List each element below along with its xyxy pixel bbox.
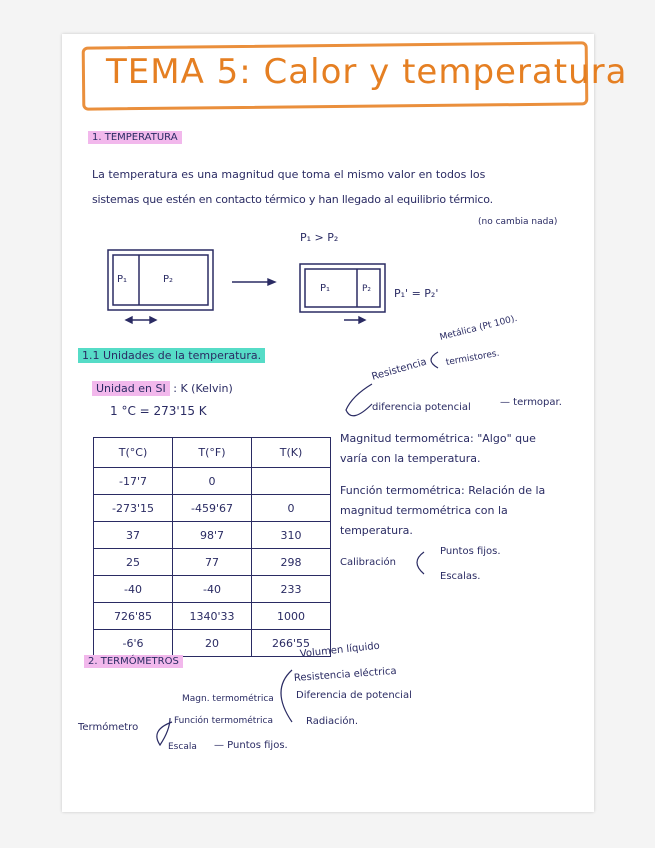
definition-line-2: sistemas que estén en contacto térmico y han llegado al equilibrio térmico. — [92, 193, 493, 206]
branch-magnitud: Magn. termométrica — [182, 694, 274, 704]
table-cell: -40 — [94, 576, 173, 603]
table-cell: -459'67 — [173, 495, 252, 522]
section-1-1-heading-text: 1.1 Unidades de la temperatura. — [78, 348, 265, 363]
table-row — [94, 549, 331, 576]
main-brace — [346, 384, 372, 416]
section-2-heading-text: 2. TERMÓMETROS — [84, 655, 183, 668]
table-cell: -6'6 — [94, 630, 173, 657]
funcion-line-2: magnitud termométrica con la — [340, 504, 508, 517]
right-arrow — [344, 317, 365, 323]
header-fahrenheit: T(°F) — [173, 438, 252, 468]
si-unit-line — [92, 382, 233, 395]
table-row — [94, 522, 331, 549]
page-title: TEMA 5: Calor y temperatura — [106, 52, 628, 92]
table-cell: 77 — [173, 549, 252, 576]
table-cell: -273'15 — [94, 495, 173, 522]
table-cell: 0 — [252, 495, 331, 522]
thermometer-brace — [157, 718, 172, 745]
leaf-diferencia: Diferencia de potencial — [296, 690, 412, 701]
termopar-label: — termopar. — [500, 397, 562, 408]
section-2-heading — [84, 656, 183, 667]
header-kelvin: T(K) — [252, 438, 331, 468]
table-cell: -40 — [173, 576, 252, 603]
table-cell: 37 — [94, 522, 173, 549]
calibracion-label: Calibración — [340, 557, 396, 568]
table-cell: 0 — [173, 468, 252, 495]
table-cell: 1340'33 — [173, 603, 252, 630]
magnitud-line-2: varía con la temperatura. — [340, 452, 481, 465]
section-1-1-heading — [78, 349, 265, 362]
table-row — [94, 468, 331, 495]
table-cell: 233 — [252, 576, 331, 603]
table-row — [94, 603, 331, 630]
si-unit-label: Unidad en SI — [92, 381, 170, 396]
leaf-radiacion: Radiación. — [306, 716, 359, 727]
leaf-resistencia: Resistencia eléctrica — [293, 665, 398, 684]
magnitud-line-1: Magnitud termométrica: "Algo" que — [340, 432, 536, 445]
table-cell: 98'7 — [173, 522, 252, 549]
section-1-heading-text: 1. TEMPERATURA — [88, 131, 182, 144]
calibration-brace — [417, 552, 424, 574]
table-row — [94, 576, 331, 603]
right-p2-label: P₂ — [362, 284, 372, 294]
funcion-line-1: Función termométrica: Relación de la — [340, 484, 546, 497]
resistencia-brace — [431, 352, 438, 368]
si-unit-value: : K (Kelvin) — [173, 382, 233, 395]
celsius-kelvin-conversion: 1 °C = 273'15 K — [110, 404, 207, 418]
thermometer-root: Termómetro — [78, 722, 139, 733]
table-cell: 298 — [252, 549, 331, 576]
table-cell: -17'7 — [94, 468, 173, 495]
table-cell: 310 — [252, 522, 331, 549]
table-cell: 25 — [94, 549, 173, 576]
calibracion-item-1: Puntos fijos. — [440, 546, 501, 557]
header-celsius: T(°C) — [94, 438, 173, 468]
table-cell: 726'85 — [94, 603, 173, 630]
branch-funcion: Función termométrica — [174, 716, 273, 726]
resistencia-label: Resistencia — [370, 356, 428, 383]
resistencia-item-2: termistores. — [445, 348, 501, 368]
diferencia-label: diferencia potencial — [372, 402, 471, 413]
left-double-arrow — [126, 317, 156, 323]
table-row — [94, 495, 331, 522]
table-header-row — [94, 438, 331, 468]
leaf-volumen: Volumen líquido — [299, 640, 381, 660]
right-container — [300, 264, 385, 312]
table-cell — [252, 468, 331, 495]
resistencia-item-1: Metálica (Pt 100). — [438, 313, 519, 343]
branch-escala-item: — Puntos fijos. — [214, 740, 288, 751]
equilibrium-result: P₁' = P₂' — [394, 287, 439, 300]
left-p2-label: P₂ — [163, 274, 174, 285]
left-p1-label: P₁ — [117, 274, 128, 285]
pressure-condition: P₁ > P₂ — [300, 231, 339, 244]
table-cell: 20 — [173, 630, 252, 657]
table-cell: 1000 — [252, 603, 331, 630]
right-p1-label: P₁ — [320, 283, 331, 294]
table-row — [94, 630, 331, 657]
magnitude-brace — [281, 670, 292, 722]
definition-line-1: La temperatura es una magnitud que toma el mismo valor en todos los — [92, 168, 486, 181]
calibracion-item-2: Escalas. — [440, 571, 481, 582]
table-cell: 266'55 — [252, 630, 331, 657]
definition-note: (no cambia nada) — [478, 217, 558, 227]
branch-escala: Escala — [168, 742, 197, 752]
temperature-table — [93, 437, 331, 657]
transition-arrow — [232, 279, 275, 285]
funcion-line-3: temperatura. — [340, 524, 413, 537]
